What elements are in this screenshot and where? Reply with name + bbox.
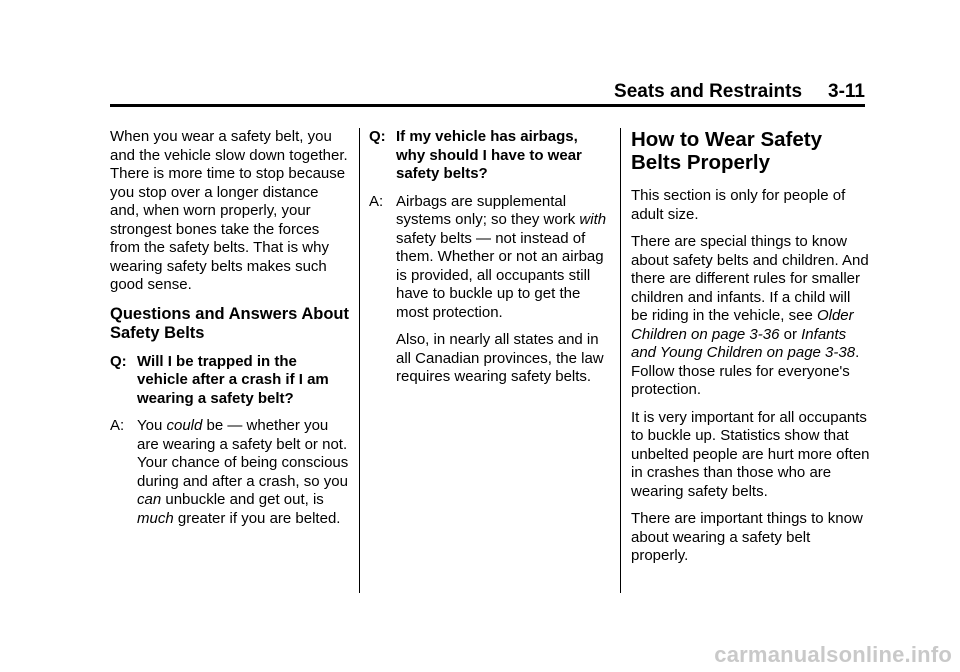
- page-number: 3-11: [828, 81, 865, 102]
- question-label: Q:: [369, 128, 386, 145]
- question-2: [369, 128, 611, 184]
- intro-paragraph: When you wear a safety belt, you and the vehicle slow down together. There is more time to stop because you stop over a longer distance and, when worn properly, your strongest bones take the forces from the safety belts. That is why wearing safety belts makes such good sense.: [110, 128, 348, 293]
- question-text: If my vehicle has airbags, why should I have to wear safety belts?: [396, 128, 582, 182]
- qa-heading: Questions and Answers About Safety Belts: [110, 304, 349, 342]
- question-label: Q:: [110, 352, 127, 370]
- cross-reference-infants: Infants and Young Children on page 3-38: [631, 325, 856, 361]
- paragraph-statistics: It is very important for all occupants to buckle up. Statistics show that unbelted people are hurt more often in crashes than those who are wearing safety belts.: [631, 408, 870, 500]
- question-1: [110, 353, 350, 409]
- answer-label: A:: [110, 417, 125, 434]
- question-text: Will I be trapped in the vehicle after a crash if I am wearing a safety belt?: [137, 352, 329, 407]
- answer-2-followup: Also, in nearly all states and in all Canadian provinces, the law requires wearing safety belts.: [396, 331, 604, 385]
- paragraph-adult-size: This section is only for people of adult size.: [631, 187, 846, 223]
- column-divider-1: [359, 128, 360, 593]
- paragraph-important: There are important things to know about wearing a safety belt properly.: [631, 510, 863, 564]
- cross-reference-older-children: Older Children on page 3-36: [631, 307, 854, 343]
- column-1: [110, 128, 350, 537]
- watermark: carmanualsonline.info: [714, 642, 952, 667]
- paragraph-children: There are special things to know about safety belts and children. And there are different rules for smaller children and infants. If a child will be riding in the vehicle, see Older Children on page 3-36 or Infants and Young Children on page 3-38. Follow those rules for everyone's protection.: [631, 233, 869, 398]
- column-divider-2: [620, 128, 621, 593]
- column-3: [631, 128, 871, 575]
- column-2: [369, 128, 611, 396]
- header-rule: [110, 104, 865, 107]
- answer-label: A:: [369, 192, 384, 210]
- page-header: [110, 80, 865, 104]
- section-heading: How to Wear Safety Belts Properly: [631, 128, 822, 174]
- answer-text: Airbags are supplemental systems only; so they work with safety belts — not instead of them. Whether or not an airbag is provided, all occupants still have to buckle up to get the most protection.: [396, 192, 607, 321]
- answer-1: [110, 417, 350, 528]
- answer-2: [369, 193, 611, 323]
- section-title: Seats and Restraints: [614, 81, 803, 102]
- answer-text: You could be — whether you are wearing a safety belt or not. Your chance of being conscious during and after a crash, so you can unbuckle and get out, is much greater if you are belted.: [137, 417, 349, 527]
